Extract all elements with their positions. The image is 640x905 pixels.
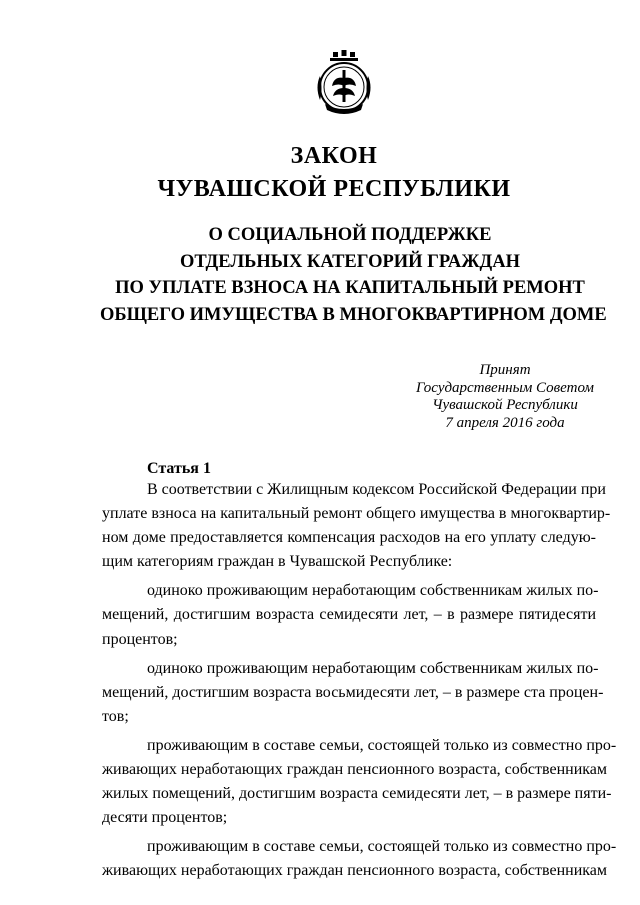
adoption-line: Принят xyxy=(479,362,531,378)
text-line: В соответствии с Жилищным кодексом Российской Федерации при xyxy=(147,481,606,498)
law-title: ЗАКОН xyxy=(290,143,378,169)
text-line: мещений, достигшим возраста восьмидесяти лет, – в размере ста процен- xyxy=(102,683,604,701)
text-line: мещений, достигшим возраста семидесяти лет, – в размере пятидесяти xyxy=(102,606,596,624)
coat-of-arms-icon xyxy=(313,50,375,116)
paragraph xyxy=(102,835,617,883)
text-line: живающих неработающих граждан пенсионного возраста, собственникам xyxy=(102,761,608,779)
text-line: тов; xyxy=(102,707,129,725)
paragraph xyxy=(102,734,617,830)
adoption-note xyxy=(400,362,610,432)
law-subject xyxy=(100,222,607,328)
text-line: проживающим в составе семьи, состоящей только из совместно про- xyxy=(147,736,617,754)
text-line: одиноко проживающим неработающим собственникам жилых по- xyxy=(147,582,599,600)
text-line: проживающим в составе семьи, состоящей только из совместно про- xyxy=(147,838,617,856)
text-line: живающих неработающих граждан пенсионного возраста, собственникам xyxy=(102,862,608,880)
adoption-date: 7 апреля 2016 года xyxy=(445,414,565,431)
paragraph xyxy=(102,657,604,729)
subject-line: О СОЦИАЛЬНОЙ ПОДДЕРЖКЕ xyxy=(208,225,492,245)
text-line: ном доме предоставляется компенсация расходов на его уплату следую- xyxy=(102,529,596,547)
subject-line: ОБЩЕГО ИМУЩЕСТВА В МНОГОКВАРТИРНОМ ДОМЕ xyxy=(100,304,607,325)
paragraph xyxy=(102,579,599,651)
republic-title: ЧУВАШСКОЙ РЕСПУБЛИКИ xyxy=(157,176,511,202)
text-line: одиноко проживающим неработающим собственникам жилых по- xyxy=(147,659,599,677)
text-line: жилых помещений, достигшим возраста семидесяти лет, – в размере пяти- xyxy=(102,785,612,803)
subject-line: ПО УПЛАТЕ ВЗНОСА НА КАПИТАЛЬНЫЙ РЕМОНТ xyxy=(115,278,585,298)
article-heading: Статья 1 xyxy=(147,460,211,477)
adoption-line: Государственным Советом xyxy=(416,379,594,396)
text-line: уплате взноса на капитальный ремонт общего имущества в многоквартир- xyxy=(102,505,611,523)
adoption-line: Чувашской Республики xyxy=(432,397,578,413)
text-line: процентов; xyxy=(102,630,178,648)
article-body xyxy=(102,478,617,884)
paragraph xyxy=(102,478,611,574)
subject-line: ОТДЕЛЬНЫХ КАТЕГОРИЙ ГРАЖДАН xyxy=(179,251,520,272)
text-line: десяти процентов; xyxy=(102,809,228,827)
text-line: щим категориям граждан в Чувашской Республике: xyxy=(102,553,453,571)
